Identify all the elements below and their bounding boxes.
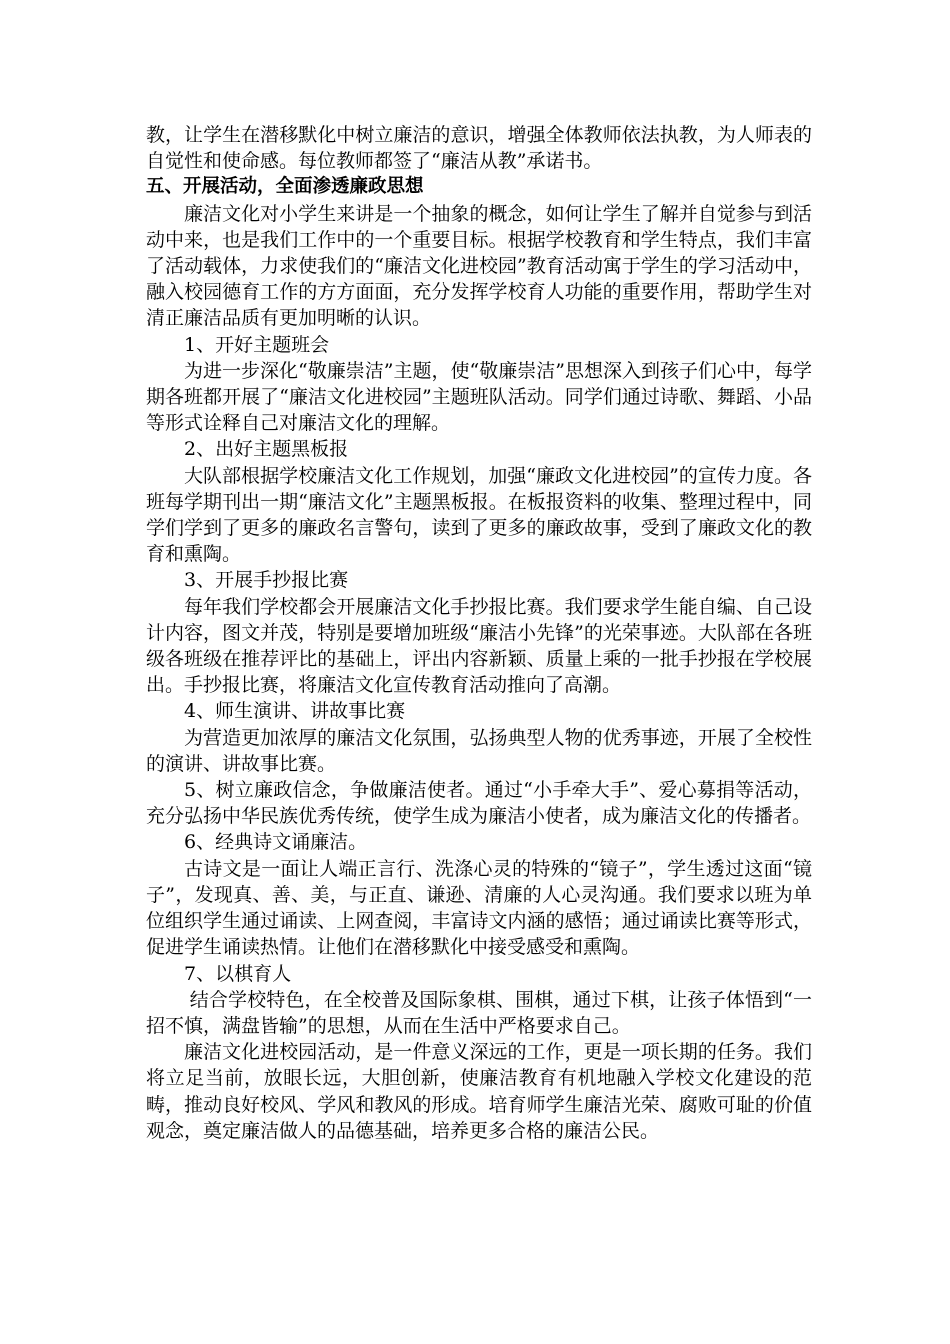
subheading-2: 2、出好主题黑板报	[184, 438, 349, 461]
subheading-1: 1、开好主题班会	[184, 333, 330, 356]
paragraph-continuation: 教，让学生在潜移默化中树立廉洁的意识，增强全体教师依法执教，为人师表的自觉性和使命感。每位教师都签了“廉洁从教”承诺书。	[146, 124, 812, 173]
paragraph-1: 为进一步深化“敬廉崇洁”主题，使“敬廉崇洁”思想深入到孩子们心中，每学期各班都开展了“廉洁文化进校园”主题班队活动。同学们通过诗歌、舞蹈、小品等形式诠释自己对廉洁文化的理解。	[146, 359, 812, 435]
paragraph-3: 每年我们学校都会开展廉洁文化手抄报比赛。我们要求学生能自编、自己设计内容，图文并茂，特别是要增加班级“廉洁小先锋”的光荣事迹。大队部在各班级各班级在推荐评比的基础上，评出内容新颖、质量上乘的一批手抄报在学校展出。手抄报比赛，将廉洁文化宣传教育活动推向了高潮。	[146, 595, 812, 697]
paragraph-2: 大队部根据学校廉洁文化工作规划，加强“廉政文化进校园”的宣传力度。各班每学期刊出一期“廉洁文化”主题黑板报。在板报资料的收集、整理过程中，同学们学到了更多的廉政名言警句，读到了更多的廉政故事，受到了廉政文化的教育和熏陶。	[146, 464, 812, 566]
paragraph-5: 5、树立廉政信念，争做廉洁使者。通过“小手牵大手”、爱心募捐等活动，充分弘扬中华民族优秀传统，使学生成为廉洁小使者，成为廉洁文化的传播者。	[146, 779, 812, 828]
subheading-4: 4、师生演讲、讲故事比赛	[184, 700, 406, 723]
paragraph-6: 古诗文是一面让人端正言行、洗涤心灵的特殊的“镜子”，学生透过这面“镜子”，发现真、善、美，与正直、谦逊、清廉的人心灵沟通。我们要求以班为单位组织学生通过诵读、上网查阅，丰富诗文内涵的感悟；通过诵读比赛等形式，促进学生诵读热情。让他们在潜移默化中接受感受和熏陶。	[146, 857, 812, 959]
section-heading: 五、开展活动，全面渗透廉政思想	[146, 176, 424, 198]
subheading-6: 6、经典诗文诵廉洁。	[184, 831, 368, 854]
subheading-7: 7、以棋育人	[184, 962, 292, 985]
paragraph-intro: 廉洁文化对小学生来讲是一个抽象的概念，如何让学生了解并自觉参与到活动中来，也是我们工作中的一个重要目标。根据学校教育和学生特点，我们丰富了活动载体，力求使我们的“廉洁文化进校园”教育活动寓于学生的学习活动中，融入校园德育工作的方方面面，充分发挥学校育人功能的重要作用，帮助学生对清正廉洁品质有更加明晰的认识。	[146, 202, 812, 330]
paragraph-4: 为营造更加浓厚的廉洁文化氛围，弘扬典型人物的优秀事迹，开展了全校性的演讲、讲故事比赛。	[146, 726, 812, 775]
paragraph-conclusion: 廉洁文化进校园活动，是一件意义深远的工作，更是一项长期的任务。我们将立足当前，放眼长远，大胆创新，使廉洁教育有机地融入学校文化建设的范畴，推动良好校风、学风和教风的形成。培育师学生廉洁光荣、腐败可耻的价值观念，奠定廉洁做人的品德基础，培养更多合格的廉洁公民。	[146, 1041, 812, 1142]
subheading-3: 3、开展手抄报比赛	[184, 569, 349, 592]
paragraph-7: 结合学校特色，在全校普及国际象棋、围棋，通过下棋，让孩子体悟到“一招不慎，满盘皆输”的思想，从而在生活中严格要求自己。	[146, 988, 812, 1037]
document-page	[146, 122, 812, 1144]
